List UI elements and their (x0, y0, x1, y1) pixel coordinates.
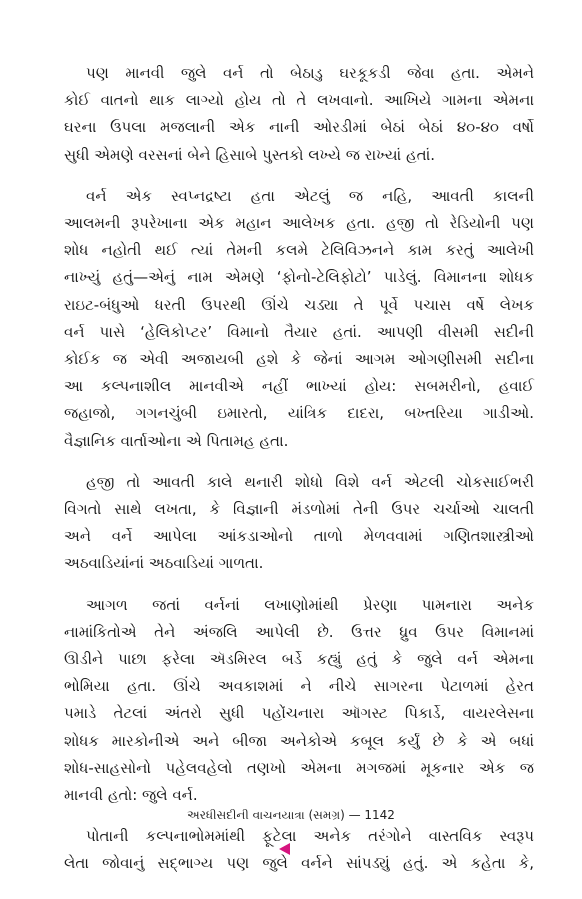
text-line: જહાજો, ગગનચુંબી ઇમારતો, યાંત્રિક દાદરા, બખ્તરિયા ગાડીઓ. (64, 404, 534, 423)
text-line: શોધ-સાહસોનો પહેલવહેલો તણખો એમના મગજમાં મૂકનાર એક જ (64, 758, 534, 777)
text-line: પમાડે તેટલાં અંતરો સુધી પહોંચનારા ઑગસ્ટ પિકાર્ડે, વાયરલેસના (64, 704, 534, 723)
text-line: નામાંકિતોએ તેને અંજલિ આપેલી છે. ઉત્તર ધ્રુવ ઉપર વિમાનમાં (64, 622, 534, 641)
paragraph (64, 183, 534, 455)
text-line: સુધી એમણે વરસનાં બેને હિસાબે પુસ્તકો લખ્યે જ રાખ્યાં હતાં. (64, 145, 436, 164)
paragraph (64, 592, 534, 810)
text-line: પણ માનવી જુલે વર્ન તો બેઠાડુ ઘરકૂકડી જેવા હતા. એમને (86, 64, 534, 82)
text-line: માનવી હતો: જુલે વર્ન. (64, 786, 198, 805)
text-line: અઠવાડિયાંનાં અઠવાડિયાં ગાળતા. (64, 554, 264, 573)
text-line: પોતાની કલ્પનાભોમમાંથી ફૂટેલા અનેક તરંગોને વાસ્તવિક સ્વરૂપ (86, 827, 534, 846)
text-line: વર્ન પાસે ‘હેલિકોપ્ટર’ વિમાનો તૈયાર હતાં. આપણી વીસમી સદીની (64, 322, 534, 341)
text-line: આ કલ્પનાશીલ માનવીએ નહીં ભાખ્યાં હોય: સબમરીનો, હવાઈ (64, 377, 534, 396)
text-line: લેતા જોવાનું સદ્ભાગ્ય પણ જુલે વર્નને સાંપડ્યું હતું. એ કહેતા કે, (64, 854, 534, 873)
text-line: અને વર્ને આપેલા આંકડાઓનો તાળો મેળવવામાં ગણિતશાસ્ત્રીઓ (64, 527, 534, 546)
text-line: આલમની રૂપરેખાના એક મહાન આલેખક હતા. હજી તો રેડિયોની પણ (64, 214, 534, 233)
text-line: કોઈ વાતનો થાક લાગ્યો હોય તો તે લખવાનો. આખિયે ગામના એમના (64, 91, 534, 110)
page-body (64, 60, 534, 892)
text-line: હજી તો આવતી કાલે થનારી શોધો વિશે વર્ન એટલી ચોકસાઈભરી (86, 472, 534, 491)
text-line: ઘરના ઉપલા મજલાની એક નાની ઓરડીમાં બેઠાં બેઠાં ૪૦-૪૦ વર્ષો (64, 118, 534, 137)
paragraph (64, 60, 534, 169)
text-line: રાઇટ-બંધુઓ ધરતી ઉપરથી ઊંચે ચડ્યા તે પૂર્વે પચાસ વર્ષે લેખક (64, 295, 534, 314)
page-footer: અરધીસદીની વાચનયાત્રા (સમગ્ર) — 1142 (187, 808, 395, 822)
text-line: ભોમિયા હતા. ઊંચે અવકાશમાં ને નીચે સાગરના પેટાળમાં હેરત (64, 677, 534, 696)
text-line: શોધક મારકોનીએ અને બીજા અનેકોએ કબૂલ કર્યું છે કે એ બધાં (64, 731, 534, 750)
text-line: કોઈક જ એવી અજાયબી હશે કે જેનાં આગમ ઓગણીસમી સદીના (64, 350, 534, 369)
text-line: શોધ નહોતી થઈ ત્યાં તેમની કલમે ટેલિવિઝનને કામ કરતું આલેખી (64, 241, 534, 260)
paragraph (64, 469, 534, 578)
left-triangle-icon[interactable] (279, 843, 290, 855)
text-line: વિગતો સાથે લખતા, કે વિજ્ઞાની મંડળોમાં તેની ઉપર ચર્ચાઓ ચાલતી (64, 500, 534, 519)
text-line: વર્ન એક સ્વપ્નદ્રષ્ટા હતા એટલું જ નહિ, આવતી કાલની (86, 186, 534, 205)
text-line: નાખ્યું હતું—એનું નામ એમણે ‘ફોનો-ટેલિફોટો’ પાડેલું. વિમાનના શોધક (64, 268, 534, 287)
text-line: ઊડીને પાછા ફરેલા ઍડમિરલ બર્ડે કહ્યું હતું કે જુલે વર્ન એમના (64, 650, 534, 669)
text-line: વૈજ્ઞાનિક વાર્તાઓના એ પિતામહ હતા. (64, 431, 289, 450)
paragraph (64, 823, 534, 877)
text-line: આગળ જતાં વર્નનાં લખાણોમાંથી પ્રેરણા પામનારા અનેક (86, 595, 534, 614)
